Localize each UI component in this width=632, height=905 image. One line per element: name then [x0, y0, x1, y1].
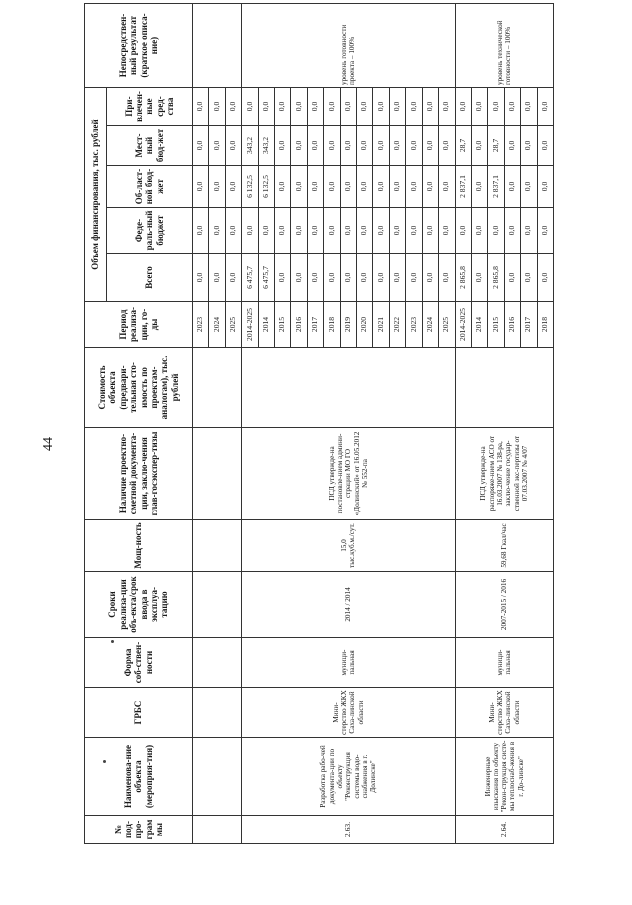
cell-attracted: 0,0 [471, 88, 487, 126]
cell-total: 0,0 [340, 254, 356, 302]
page-number: 44 [41, 437, 56, 451]
cell-period: 2014 [258, 302, 274, 348]
table-row [455, 4, 471, 844]
header-total: Всего [107, 254, 193, 302]
cell-total: 2 865,8 [455, 254, 471, 302]
cell-local: 0,0 [193, 126, 209, 166]
cell-ownership-empty [193, 638, 242, 688]
cell-regional: 0,0 [471, 166, 487, 208]
table-frame [84, 4, 554, 844]
cell-regional: 0,0 [225, 166, 241, 208]
cell-regional: 2 837,1 [455, 166, 471, 208]
cell-project-name: Разработка рабо-чей документа-ции по объекту "Реконструкция системы водо-снабжения в г. Долинске" [242, 738, 455, 816]
cell-period: 2018 [537, 302, 553, 348]
header-grbs: ГРБС [85, 688, 193, 738]
cell-local: 343,2 [258, 126, 274, 166]
cell-federal: 0,0 [357, 208, 373, 254]
cell-local: 28,7 [488, 126, 504, 166]
cell-local: 0,0 [521, 126, 537, 166]
cell-attracted: 0,0 [193, 88, 209, 126]
cell-period: 2020 [357, 302, 373, 348]
cell-federal: 0,0 [422, 208, 438, 254]
cell-attracted: 0,0 [307, 88, 323, 126]
cell-total: 0,0 [291, 254, 307, 302]
cell-attracted: 0,0 [389, 88, 405, 126]
cell-regional: 0,0 [275, 166, 291, 208]
cell-local: 0,0 [291, 126, 307, 166]
cell-capacity: 15,0 тыс.куб.м./сут. [242, 520, 455, 572]
cell-period: 2015 [275, 302, 291, 348]
cell-regional: 0,0 [521, 166, 537, 208]
cell-name-empty [193, 738, 242, 816]
cell-attracted: 0,0 [258, 88, 274, 126]
cell-federal: 0,0 [504, 208, 520, 254]
cell-attracted: 0,0 [324, 88, 340, 126]
cell-result: уровень готовности проекта – 100% [242, 4, 455, 88]
table-body [193, 4, 554, 844]
cell-period: 2025 [439, 302, 455, 348]
cell-total: 0,0 [537, 254, 553, 302]
cell-local: 28,7 [455, 126, 471, 166]
cell-terms-empty [193, 572, 242, 638]
cell-regional: 0,0 [373, 166, 389, 208]
cell-federal: 0,0 [193, 208, 209, 254]
cell-local: 0,0 [275, 126, 291, 166]
cell-period: 2017 [307, 302, 323, 348]
cell-regional: 0,0 [504, 166, 520, 208]
cell-attracted: 0,0 [357, 88, 373, 126]
cell-federal: 0,0 [291, 208, 307, 254]
cell-ownership: муници-пальная [242, 638, 455, 688]
cell-local: 0,0 [422, 126, 438, 166]
cell-project-no: 2.63. [242, 816, 455, 844]
cell-cost [242, 348, 455, 428]
cell-capacity-empty [193, 520, 242, 572]
cell-terms: 2007-2015 / 2016 [455, 572, 554, 638]
header-terms: Сроки реализа-ции объ-екта/срок ввода в эксплуа-тацию [85, 572, 193, 638]
cell-regional: 0,0 [209, 166, 225, 208]
cell-period: 2024 [209, 302, 225, 348]
cell-total: 0,0 [225, 254, 241, 302]
cell-period: 2024 [422, 302, 438, 348]
cell-capacity: 59,68 Гкал/час [455, 520, 554, 572]
cell-grbs: Мини-стерство ЖКХ Саха-линской области [455, 688, 554, 738]
cell-project-name: Инженерные изыскания по объекту "Рекон-струкция систе-мы теплоснаб-жения в г. До-линске" [455, 738, 554, 816]
cell-regional: 6 132,5 [258, 166, 274, 208]
cell-federal: 0,0 [324, 208, 340, 254]
cell-total: 0,0 [439, 254, 455, 302]
cell-attracted: 0,0 [275, 88, 291, 126]
cell-result-empty [193, 4, 242, 88]
cell-docs: ПСД утвержде-на распоряже-нием АСО от 16.03.2007 № 138-ра, заклю-чение государ-ственной экс-пертизы от 07.03.2007 № 4/07 [455, 428, 554, 520]
header-ownership: Форма соб-ствен-ности [85, 638, 193, 688]
cell-period: 2015 [488, 302, 504, 348]
cell-local: 0,0 [324, 126, 340, 166]
cell-attracted: 0,0 [406, 88, 422, 126]
cell-local: 0,0 [406, 126, 422, 166]
cell-total: 0,0 [324, 254, 340, 302]
cell-federal: 0,0 [537, 208, 553, 254]
cell-federal: 0,0 [242, 208, 258, 254]
cell-total: 2 865,8 [488, 254, 504, 302]
cell-regional: 0,0 [324, 166, 340, 208]
cell-docs: ПСД утвержде-на постановле-нием админи-страции МО ГО «Долинский» от 16.05.2012 № 552-па [242, 428, 455, 520]
cell-cost-empty [193, 348, 242, 428]
cell-regional: 0,0 [439, 166, 455, 208]
cell-attracted: 0,0 [340, 88, 356, 126]
cell-attracted: 0,0 [504, 88, 520, 126]
cell-federal: 0,0 [521, 208, 537, 254]
cell-attracted: 0,0 [242, 88, 258, 126]
table-row [193, 4, 209, 844]
cell-period: 2023 [406, 302, 422, 348]
header-cost: Стоимость объекта (предвари-тельная сто-имость по проектам-аналогам), тыс. рублей [85, 348, 193, 428]
cell-local: 0,0 [439, 126, 455, 166]
cell-attracted: 0,0 [439, 88, 455, 126]
cell-docs-empty [193, 428, 242, 520]
cell-local: 0,0 [389, 126, 405, 166]
cell-federal: 0,0 [275, 208, 291, 254]
cell-federal: 0,0 [258, 208, 274, 254]
cell-total: 0,0 [275, 254, 291, 302]
cell-federal: 0,0 [439, 208, 455, 254]
cell-federal: 0,0 [307, 208, 323, 254]
cell-total: 6 475,7 [242, 254, 258, 302]
cell-period: 2016 [291, 302, 307, 348]
cell-attracted: 0,0 [422, 88, 438, 126]
cell-total: 0,0 [307, 254, 323, 302]
cell-regional: 2 837,1 [488, 166, 504, 208]
cell-attracted: 0,0 [488, 88, 504, 126]
cell-total: 0,0 [471, 254, 487, 302]
cell-federal: 0,0 [225, 208, 241, 254]
cell-period: 2022 [389, 302, 405, 348]
header-docs: Наличие проектно-сметной документа-ции, заклю-чения глав-госэкспер-тизы [85, 428, 193, 520]
cell-total: 0,0 [504, 254, 520, 302]
cell-regional: 0,0 [193, 166, 209, 208]
cell-local: 0,0 [357, 126, 373, 166]
cell-regional: 0,0 [357, 166, 373, 208]
cell-period: 2014-2025 [242, 302, 258, 348]
cell-local: 343,2 [242, 126, 258, 166]
cell-local: 0,0 [537, 126, 553, 166]
cell-attracted: 0,0 [225, 88, 241, 126]
cell-total: 0,0 [373, 254, 389, 302]
header-result: Непосредствен-ный результат (краткое описа-ние) [85, 4, 193, 88]
cell-attracted: 0,0 [373, 88, 389, 126]
cell-total: 0,0 [406, 254, 422, 302]
cell-no-empty [193, 816, 242, 844]
cell-period: 2014-2025 [455, 302, 471, 348]
cell-attracted: 0,0 [291, 88, 307, 126]
cell-grbs-empty [193, 688, 242, 738]
cell-result: уровень технической готовности – 100% [455, 4, 554, 88]
cell-federal: 0,0 [455, 208, 471, 254]
cell-regional: 0,0 [389, 166, 405, 208]
cell-total: 0,0 [193, 254, 209, 302]
header-federal: Феде-раль-ный бюджет [107, 208, 193, 254]
header-local: Мест-ный бюд-жет [107, 126, 193, 166]
cell-local: 0,0 [471, 126, 487, 166]
cell-total: 0,0 [209, 254, 225, 302]
cell-federal: 0,0 [471, 208, 487, 254]
cell-regional: 0,0 [406, 166, 422, 208]
financing-table [84, 3, 554, 844]
cell-local: 0,0 [225, 126, 241, 166]
cell-regional: 0,0 [422, 166, 438, 208]
cell-attracted: 0,0 [455, 88, 471, 126]
cell-period: 2019 [340, 302, 356, 348]
cell-project-no: 2.64. [455, 816, 554, 844]
header-no: № под-про-грам мы [85, 816, 193, 844]
cell-federal: 0,0 [209, 208, 225, 254]
cell-period: 2021 [373, 302, 389, 348]
cell-federal: 0,0 [389, 208, 405, 254]
cell-local: 0,0 [209, 126, 225, 166]
cell-local: 0,0 [373, 126, 389, 166]
cell-period: 2014 [471, 302, 487, 348]
cell-local: 0,0 [340, 126, 356, 166]
cell-federal: 0,0 [373, 208, 389, 254]
header-period: Период реализа-ции, го-ды [85, 302, 193, 348]
cell-regional: 6 132,5 [242, 166, 258, 208]
cell-attracted: 0,0 [209, 88, 225, 126]
cell-local: 0,0 [307, 126, 323, 166]
cell-total: 0,0 [521, 254, 537, 302]
header-funding-group: Объем финансирования, тыс. рублей [85, 88, 107, 302]
header-name: Наименова-ние объекта (мероприя-тия) [85, 738, 193, 816]
cell-period: 2025 [225, 302, 241, 348]
cell-total: 0,0 [389, 254, 405, 302]
cell-local: 0,0 [504, 126, 520, 166]
cell-federal: 0,0 [488, 208, 504, 254]
cell-total: 0,0 [422, 254, 438, 302]
cell-attracted: 0,0 [521, 88, 537, 126]
cell-total: 0,0 [357, 254, 373, 302]
cell-regional: 0,0 [291, 166, 307, 208]
table-row [242, 4, 258, 844]
cell-cost [455, 348, 554, 428]
cell-terms: 2014 / 2014 [242, 572, 455, 638]
cell-period: 2018 [324, 302, 340, 348]
cell-federal: 0,0 [340, 208, 356, 254]
header-regional: Об-ласт-ной бюд-жет [107, 166, 193, 208]
header-attracted: При-влечен-ные сред-ства [107, 88, 193, 126]
cell-period: 2016 [504, 302, 520, 348]
cell-federal: 0,0 [406, 208, 422, 254]
cell-regional: 0,0 [340, 166, 356, 208]
cell-regional: 0,0 [537, 166, 553, 208]
cell-ownership: муници-пальная [455, 638, 554, 688]
cell-attracted: 0,0 [537, 88, 553, 126]
cell-period: 2023 [193, 302, 209, 348]
cell-period: 2017 [521, 302, 537, 348]
header-capacity: Мощ-ность [85, 520, 193, 572]
cell-grbs: Мини-стерство ЖКХ Саха-линской области [242, 688, 455, 738]
cell-total: 6 475,7 [258, 254, 274, 302]
cell-regional: 0,0 [307, 166, 323, 208]
